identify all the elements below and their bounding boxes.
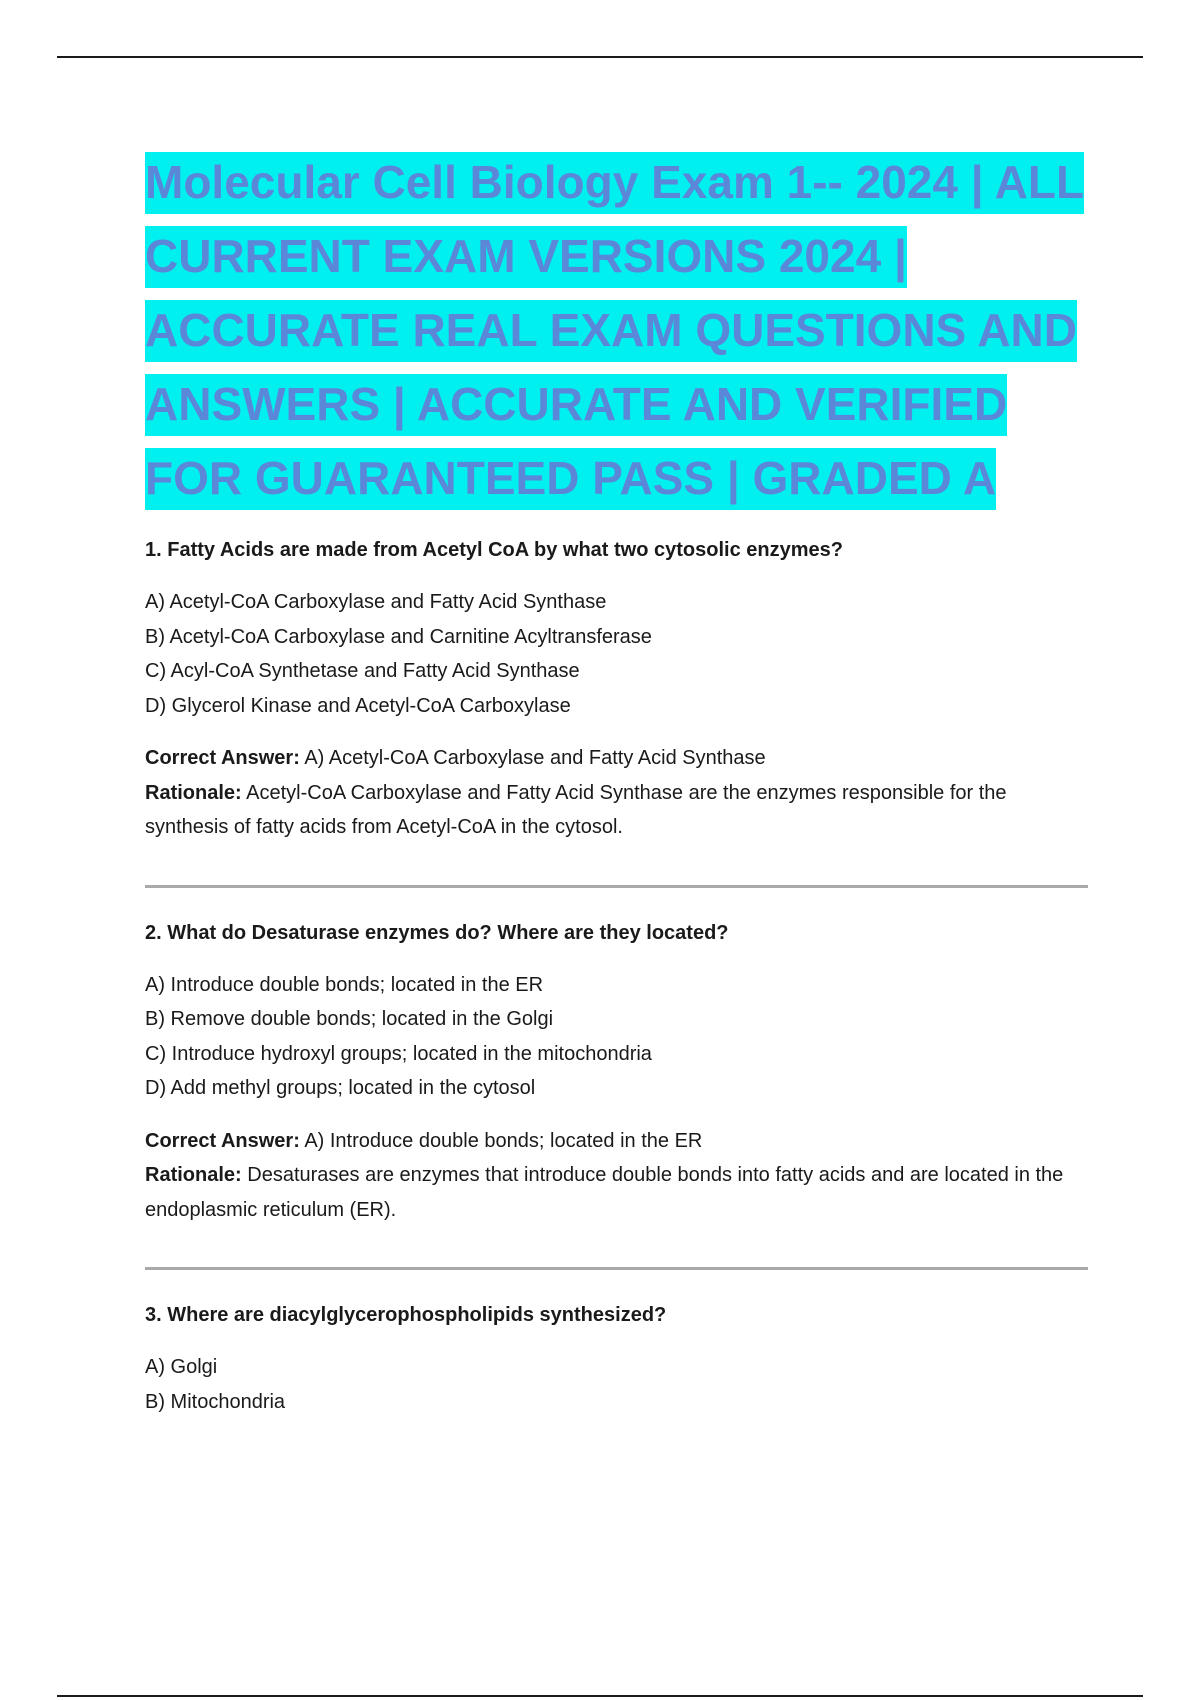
question-2-heading: 2. What do Desaturase enzymes do? Where are they located? [145, 921, 729, 944]
page-top-rule [57, 56, 1143, 58]
question-2-correct-answer-value: A) Introduce double bonds; located in the ER [304, 1129, 703, 1152]
question-3 [145, 1302, 1090, 1419]
question-3-heading: 3. Where are diacylglycerophospholipids synthesized? [145, 1304, 667, 1326]
question-1-option-c: C) Acyl-CoA Synthetase and Fatty Acid Synthase [145, 660, 580, 682]
question-3-option-a: A) Golgi [145, 1356, 218, 1378]
document-title-text: Molecular Cell Biology Exam 1-- 2024 | ALL CURRENT EXAM VERSIONS 2024 | ACCURATE REAL EXAM QUESTIONS AND ANSWERS | ACCURATE AND VERIFIED FOR GUARANTEED PASS | GRADED A [145, 152, 1084, 510]
question-1-rationale [145, 776, 1090, 845]
question-3-options [145, 1350, 1090, 1419]
correct-answer-label: Correct Answer: [145, 747, 300, 769]
question-1-correct-answer [145, 741, 1090, 776]
question-divider-2 [145, 1267, 1088, 1270]
question-2-option-a: A) Introduce double bonds; located in the ER [145, 973, 544, 996]
question-2-option-c: C) Introduce hydroxyl groups; located in the mitochondria [145, 1042, 652, 1065]
question-1-options [145, 585, 1090, 723]
question-2-options [145, 968, 1090, 1106]
question-2 [145, 920, 1090, 1228]
document-title [145, 145, 1090, 515]
question-2-rationale-text: Desaturases are enzymes that introduce double bonds into fatty acids and are located in the endoplasmic reticulum (ER). [145, 1164, 1064, 1221]
document-body [145, 145, 1090, 1437]
question-1-option-d: D) Glycerol Kinase and Acetyl-CoA Carboxylase [145, 694, 571, 717]
rationale-label: Rationale: [145, 1164, 242, 1186]
question-2-option-d: D) Add methyl groups; located in the cytosol [145, 1077, 536, 1099]
question-2-rationale [145, 1158, 1090, 1227]
correct-answer-label: Correct Answer: [145, 1129, 300, 1152]
question-1-correct-answer-value: A) Acetyl-CoA Carboxylase and Fatty Acid Synthase [304, 747, 766, 769]
question-1-option-b: B) Acetyl-CoA Carboxylase and Carnitine Acyltransferase [145, 625, 652, 648]
question-1-rationale-text: Acetyl-CoA Carboxylase and Fatty Acid Synthase are the enzymes responsible for the synthesis of fatty acids from Acetyl-CoA in the cytosol. [145, 781, 1007, 838]
question-2-option-b: B) Remove double bonds; located in the Golgi [145, 1008, 554, 1030]
question-divider-1 [145, 885, 1088, 888]
question-3-option-b: B) Mitochondria [145, 1390, 286, 1413]
question-1 [145, 537, 1090, 845]
question-2-correct-answer [145, 1124, 1090, 1159]
page-bottom-rule [57, 1695, 1143, 1697]
question-1-option-a: A) Acetyl-CoA Carboxylase and Fatty Acid Synthase [145, 591, 607, 613]
rationale-label: Rationale: [145, 781, 242, 804]
question-1-heading: 1. Fatty Acids are made from Acetyl CoA by what two cytosolic enzymes? [145, 539, 843, 561]
